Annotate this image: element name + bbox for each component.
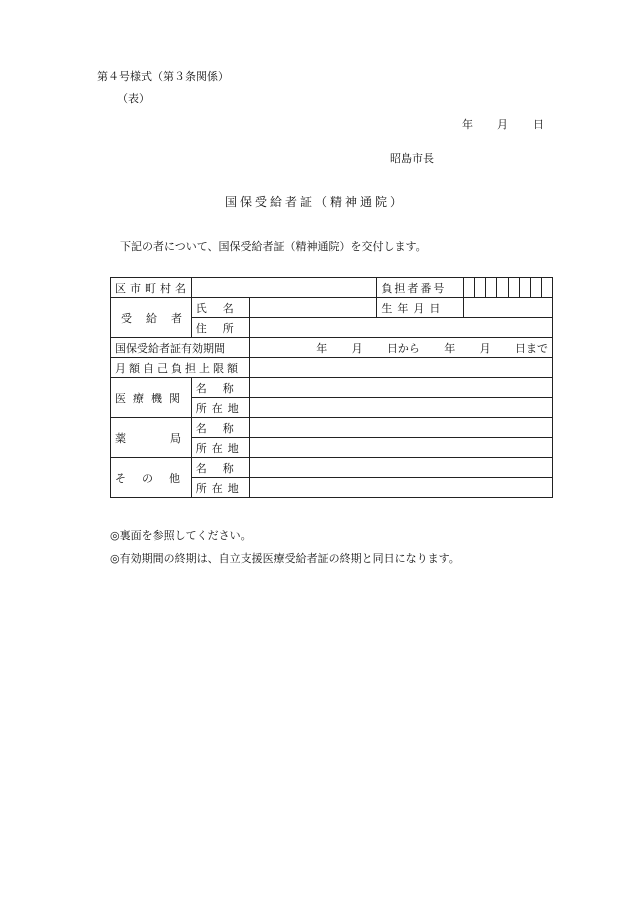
recipient-label-text: 受給者 <box>121 311 196 325</box>
holder-number-cell <box>519 278 530 298</box>
address-label <box>191 318 250 338</box>
medical-name-value <box>250 378 553 398</box>
validity-to-year: 年 <box>444 341 456 355</box>
row-monthly-limit <box>111 358 553 378</box>
validity-label: 国保受給者証有効期間 <box>111 338 250 358</box>
pharmacy-address-label: 所在地 <box>191 438 250 458</box>
holder-number-cell <box>475 278 486 298</box>
municipality-value <box>191 278 377 298</box>
medical-institution-label: 医療機関 <box>111 378 192 418</box>
other-name-label: 名称 <box>191 458 250 478</box>
row-other-name <box>111 458 553 478</box>
side-label: （表） <box>117 92 150 105</box>
note-validity-end: ◎有効期間の終期は、自立支援医療受給者証の終期と同日になります。 <box>110 552 460 565</box>
holder-number-cell <box>486 278 497 298</box>
medical-name-label: 名称 <box>191 378 250 398</box>
monthly-limit-label: 月額自己負担上限額 <box>111 358 250 378</box>
pharmacy-label: 薬局 <box>111 418 192 458</box>
other-address-value <box>250 478 553 498</box>
municipality-label: 区市町村名 <box>111 278 192 298</box>
birthdate-label: 生年月日 <box>377 298 464 318</box>
other-name-value <box>250 458 553 478</box>
holder-number-label: 負担者番号 <box>377 278 464 298</box>
validity-from-year: 年 <box>316 341 328 355</box>
other-address-label: 所在地 <box>191 478 250 498</box>
certificate-table <box>110 277 553 498</box>
monthly-limit-value <box>250 358 553 378</box>
validity-from-month: 月 <box>351 341 363 355</box>
name-label-text: 氏名 <box>195 301 250 315</box>
row-medical-name <box>111 378 553 398</box>
validity-from-day: 日から <box>386 341 420 355</box>
pharmacy-name-value <box>250 418 553 438</box>
row-validity <box>111 338 553 358</box>
validity-to-month: 月 <box>479 341 491 355</box>
holder-number-cell <box>541 278 552 298</box>
address-label-text: 住所 <box>195 321 250 335</box>
other-label: その他 <box>111 458 192 498</box>
holder-number-cell <box>530 278 541 298</box>
intro-text: 下記の者について、国保受給者証（精神通院）を交付します。 <box>120 240 427 253</box>
holder-number-cell <box>508 278 519 298</box>
pharmacy-name-label: 名称 <box>191 418 250 438</box>
name-value <box>250 298 377 318</box>
row-pharmacy-name <box>111 418 553 438</box>
row-name <box>111 298 553 318</box>
birthdate-value <box>464 298 553 318</box>
form-number: 第４号様式（第３条関係） <box>97 70 229 83</box>
validity-period <box>250 338 553 358</box>
name-label <box>191 298 250 318</box>
pharmacy-address-value <box>250 438 553 458</box>
issuer-mayor: 昭島市長 <box>390 152 434 165</box>
note-see-reverse: ◎裏面を参照してください。 <box>110 529 252 542</box>
medical-address-value <box>250 398 553 418</box>
date-year: 年 <box>462 118 473 131</box>
address-value <box>250 318 553 338</box>
holder-number-cell <box>497 278 508 298</box>
validity-to-day: 日まで <box>514 341 548 355</box>
recipient-label <box>111 298 196 338</box>
date-day: 日 <box>533 118 544 131</box>
document-title: 国保受給者証（精神通院） <box>224 195 405 209</box>
holder-number-cell <box>464 278 475 298</box>
medical-address-label: 所在地 <box>191 398 250 418</box>
date-month: 月 <box>497 118 508 131</box>
row-municipality <box>111 278 553 298</box>
